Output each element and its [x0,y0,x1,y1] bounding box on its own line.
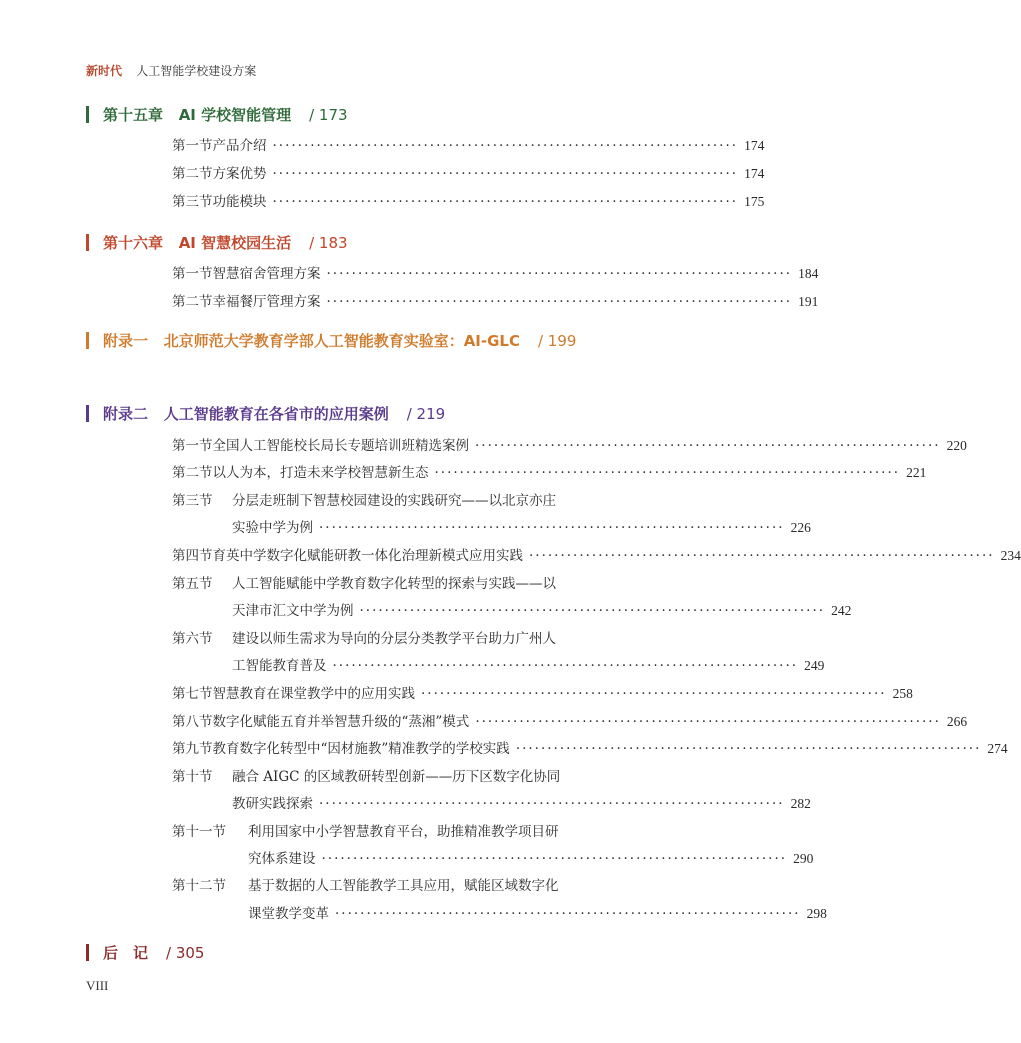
section-title: 智慧教育在课堂教学中的应用实践 [212,686,415,702]
toc-entry[interactable] [172,136,765,156]
toc-entry[interactable] [172,712,968,732]
toc-entry-continuation[interactable] [232,794,811,814]
dot-leader: ·········································································· [272,166,739,182]
heading-page: / 305 [166,944,205,962]
heading-title: 北京师范大学教育学部人工智能教育实验室：AI-GLC [163,332,520,350]
section-title: 基于数据的人工智能教学工具应用，赋能区域数字化 [248,878,559,894]
toc-entry[interactable] [172,192,765,212]
toc-entry[interactable] [172,292,819,312]
dot-leader: ·········································································· [475,438,941,454]
heading-marker [86,234,89,251]
section-page: 220 [946,438,967,453]
dot-leader: ·········································································· [335,906,801,922]
section-number: 第二节 [172,465,213,481]
section-page: 258 [892,686,913,701]
section-title: 智慧宿舍管理方案 [212,266,321,282]
section-title-continued: 课堂教学变革 [248,906,329,922]
section-page: 290 [793,851,814,866]
section-title: 育英中学数字化赋能研教一体化治理新模式应用实践 [212,548,523,564]
section-title: 方案优势 [212,166,267,182]
section-page: 174 [744,166,765,181]
section-title: 数字化赋能五育并举智慧升级的“蒸湘”模式 [212,714,470,730]
section-title: 功能模块 [212,194,267,210]
dot-leader: ·········································································· [529,548,995,564]
heading-page: / 183 [309,234,348,252]
section-number: 第一节 [172,266,213,282]
heading-label: 第十五章 [103,106,164,124]
heading-marker [86,405,89,422]
section-page: 282 [790,796,811,811]
toc-entry[interactable] [172,264,819,284]
section-number: 第十节 [172,769,213,785]
toc-entry[interactable] [172,546,1021,566]
toc-entry[interactable] [172,629,644,649]
section-number: 第二节 [172,294,213,310]
section-page: 221 [906,465,927,480]
section-title-continued: 实验中学为例 [232,520,313,536]
heading-marker [86,332,89,349]
section-title-continued: 天津市汇文中学为例 [232,603,354,619]
section-title: 利用国家中小学智慧教育平台，助推精准教学项目研 [248,824,559,840]
section-number: 第十一节 [172,824,226,840]
heading-label: 附录二 [103,405,149,423]
section-page: 174 [744,138,765,153]
toc-entry-continuation[interactable] [232,656,825,676]
toc-heading-appendix2[interactable] [86,404,445,424]
section-page: 175 [744,194,765,209]
toc-entry[interactable] [172,876,644,896]
toc-entry[interactable] [172,463,927,483]
heading-marker [86,944,89,961]
heading-page: / 219 [406,405,446,423]
section-number: 第二节 [172,166,213,182]
toc-entry[interactable] [172,739,1008,759]
section-title: 全国人工智能校长局长专题培训班精选案例 [212,438,469,454]
section-number: 第九节 [172,741,213,757]
toc-entry-continuation[interactable] [248,849,814,869]
section-title: 建设以师生需求为导向的分层分类教学平台助力广州人 [232,631,556,647]
section-number: 第一节 [172,438,213,454]
heading-marker [86,106,89,123]
section-number: 第五节 [172,576,213,592]
section-number: 第七节 [172,686,213,702]
dot-leader: ·········································································· [326,266,793,282]
section-title: 以人为本，打造未来学校智慧新生态 [212,465,429,481]
dot-leader: ·········································································· [359,603,826,619]
section-title: 教育数字化转型中“因材施教”精准教学的学校实践 [212,741,510,757]
section-page: 234 [1000,548,1021,563]
section-number: 第八节 [172,714,213,730]
dot-leader: ·········································································· [434,465,901,481]
section-title: 分层走班制下智慧校园建设的实践研究——以北京亦庄 [232,493,556,509]
dot-leader: ·········································································· [326,294,793,310]
heading-label: 后 记 [103,944,149,962]
section-title: 幸福餐厅管理方案 [212,294,321,310]
section-number: 第一节 [172,138,213,154]
toc-entry[interactable] [172,684,913,704]
toc-entry[interactable] [172,822,644,842]
dot-leader: ·········································································· [272,194,739,210]
dot-leader: ·········································································· [332,658,799,674]
section-title-continued: 工智能教育普及 [232,658,327,674]
toc-entry[interactable] [172,574,644,594]
page-folio: VIII [86,978,109,993]
section-page: 226 [790,520,811,535]
heading-title: 人工智能教育在各省市的应用案例 [163,405,389,423]
toc-heading-ch15[interactable] [86,105,348,125]
dot-leader: ·········································································· [515,741,982,757]
section-title: 产品介绍 [212,138,267,154]
series-brand: 新时代 [86,64,123,78]
toc-entry-continuation[interactable] [232,518,811,538]
toc-heading-ch16[interactable] [86,233,348,253]
heading-title: AI 智慧校园生活 [178,234,292,252]
dot-leader: ·········································································· [421,686,887,702]
section-title-continued: 教研实践探索 [232,796,313,812]
section-title-continued: 究体系建设 [248,851,316,867]
section-number: 第六节 [172,631,213,647]
section-title: 人工智能赋能中学教育数字化转型的探索与实践——以 [232,576,556,592]
heading-page: / 173 [309,106,348,124]
toc-entry[interactable] [172,164,765,184]
dot-leader: ·········································································· [319,520,785,536]
toc-heading-afterword[interactable] [86,943,204,963]
dot-leader: ·········································································· [319,796,785,812]
heading-label: 附录一 [103,332,149,350]
toc-entry[interactable] [172,767,644,787]
section-page: 242 [831,603,852,618]
dot-leader: ·········································································· [475,714,941,730]
section-page: 191 [798,294,819,309]
dot-leader: ·········································································· [272,138,739,154]
section-number: 第十二节 [172,878,226,894]
section-page: 298 [806,906,827,921]
heading-page: / 199 [537,332,577,350]
toc-entry[interactable] [172,436,967,456]
dot-leader: ·········································································· [321,851,788,867]
book-title: 人工智能学校建设方案 [136,64,257,78]
section-title: 融合 AIGC 的区域教研转型创新——历下区数字化协同 [232,769,561,785]
section-page: 249 [804,658,825,673]
section-number: 第三节 [172,493,213,509]
section-page: 184 [798,266,819,281]
heading-title: AI 学校智能管理 [178,106,292,124]
heading-label: 第十六章 [103,234,164,252]
toc-entry-continuation[interactable] [232,601,852,621]
toc-entry-continuation[interactable] [248,904,827,924]
section-number: 第四节 [172,548,213,564]
toc-entry[interactable] [172,491,644,511]
section-page: 266 [946,714,968,729]
section-number: 第三节 [172,194,213,210]
section-page: 274 [987,741,1008,756]
running-head [86,62,256,79]
toc-heading-appendix1[interactable] [86,331,576,351]
